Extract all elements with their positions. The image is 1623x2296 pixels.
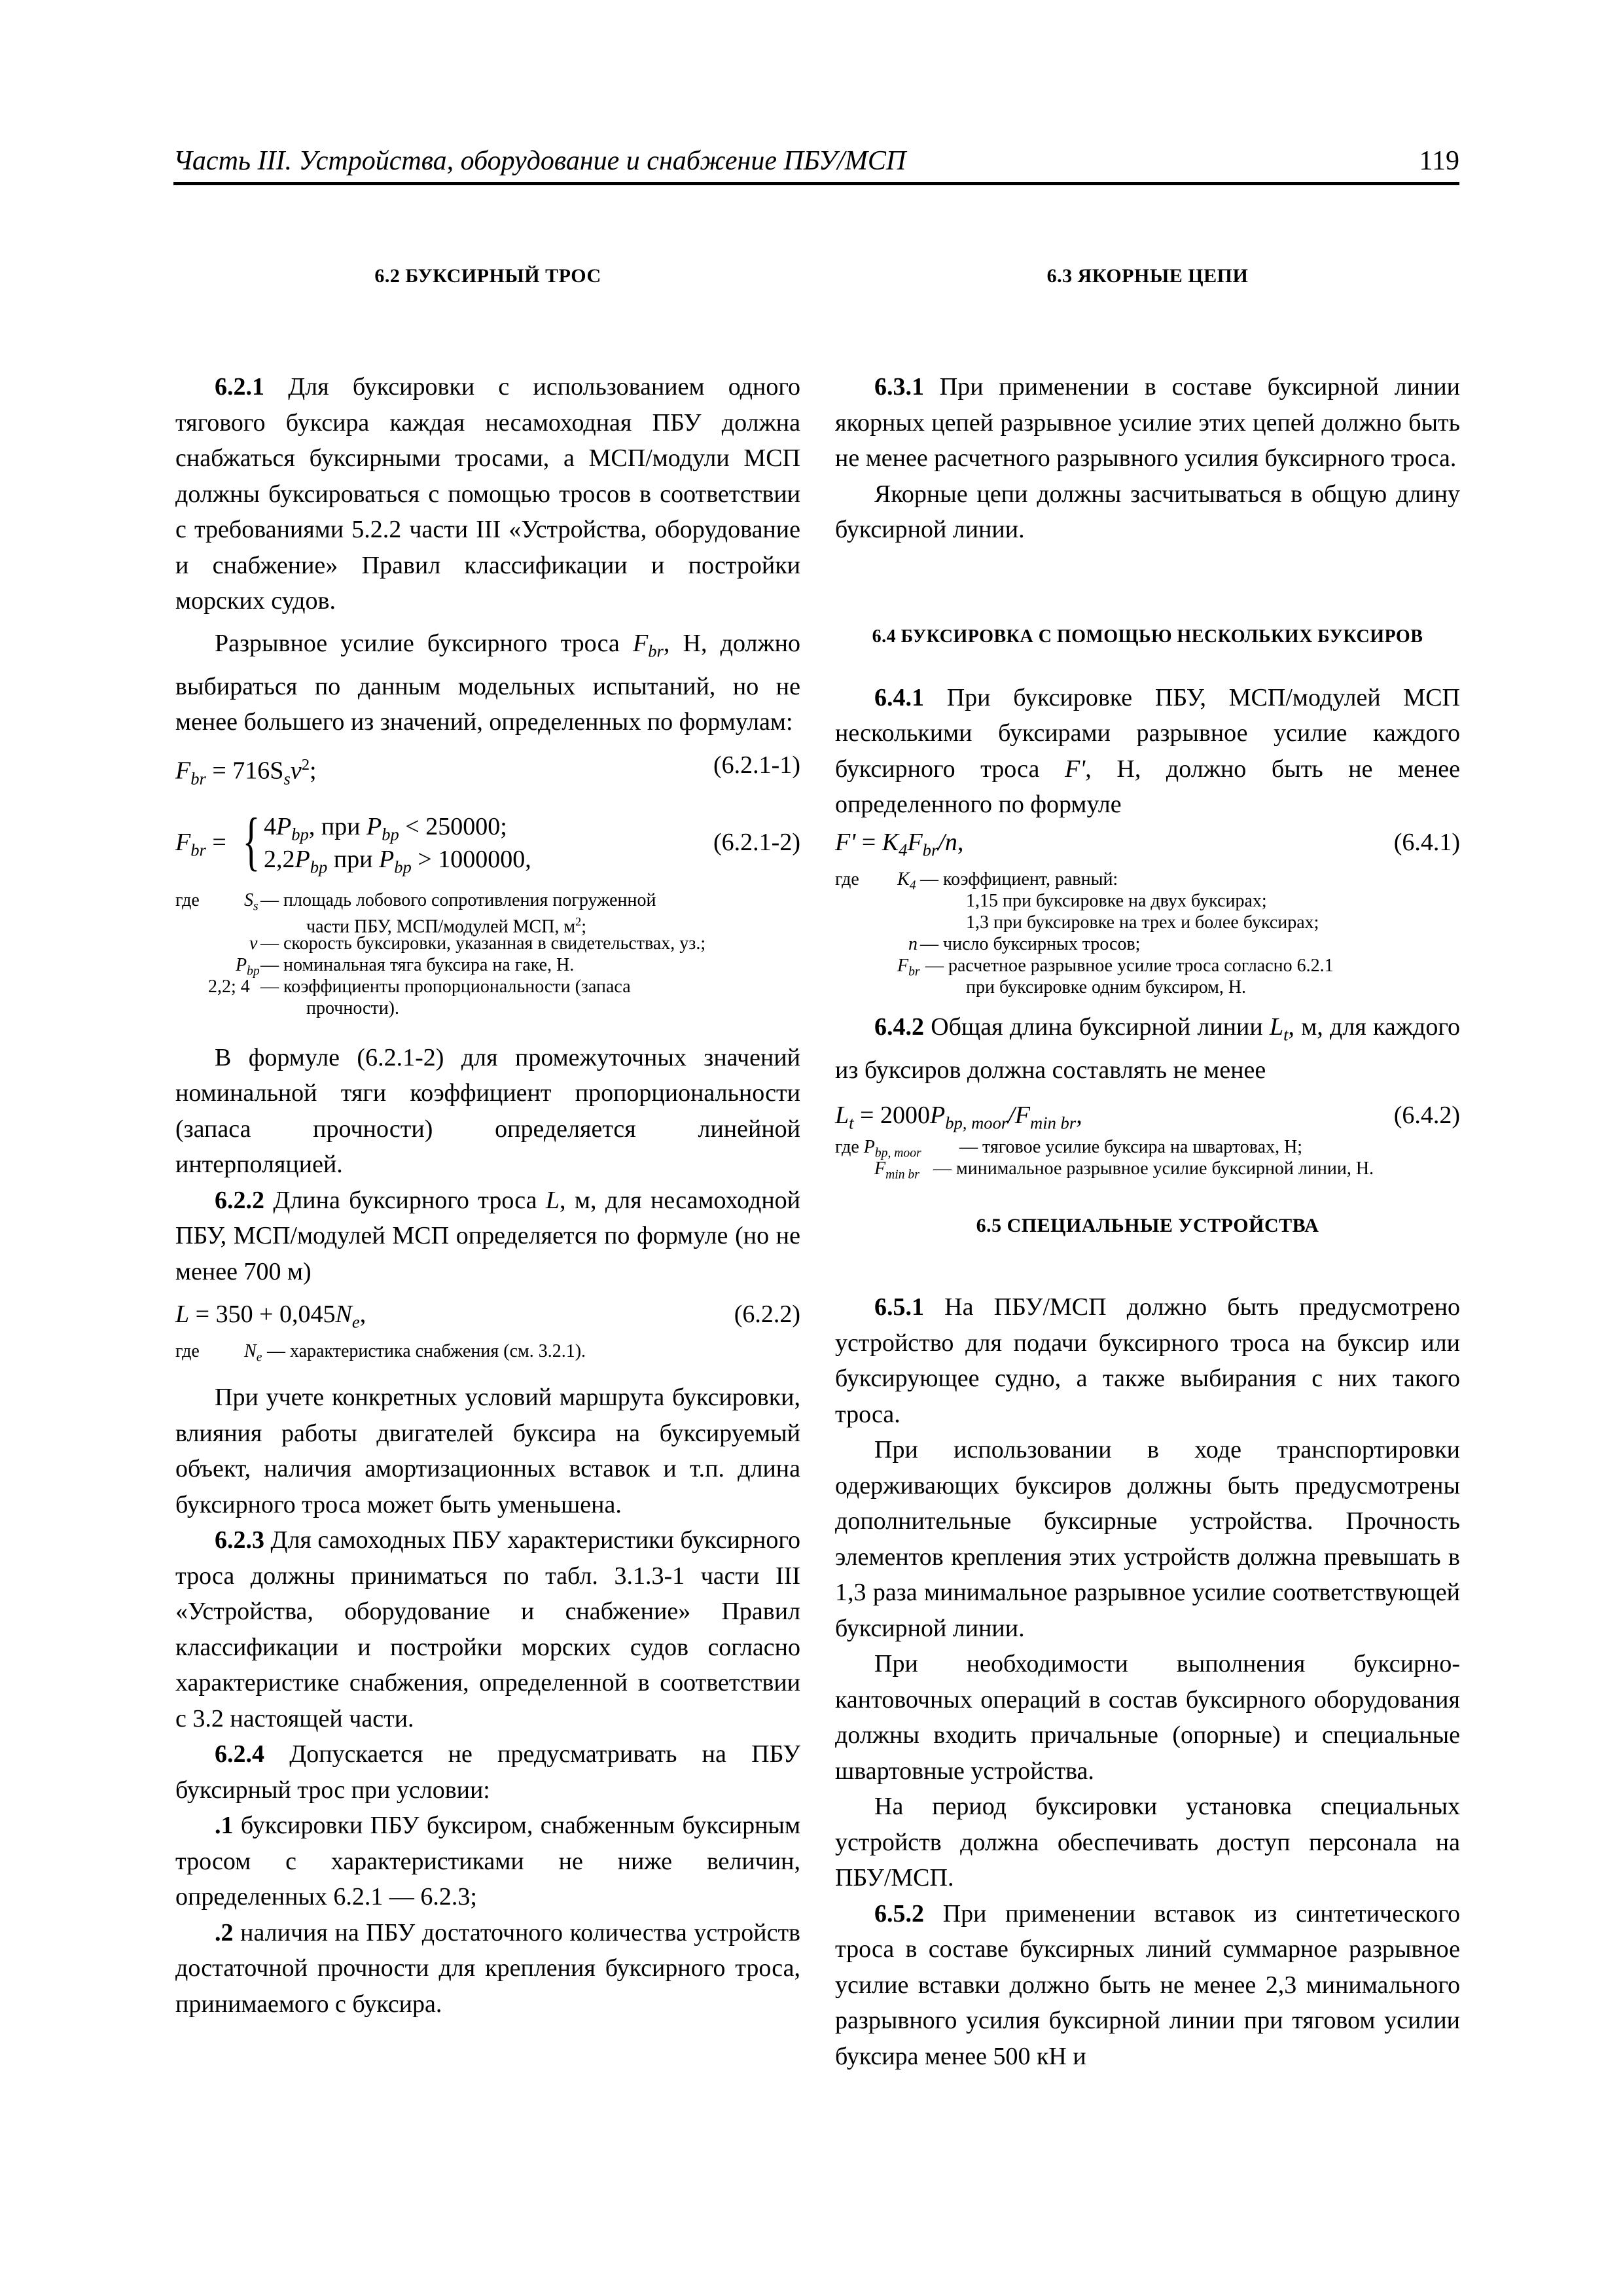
clause-number: 6.2.3 (215, 1526, 264, 1554)
formula-6-2-2: $L = 350 + 0,045N_e$, (6.2.2) (175, 1295, 800, 1334)
legend-6-4-2: где $P_{bp, moor}$ — тяговое усилие буксира на швартовах, Н; $F_{min br}$ — минимальное разрывное усилие буксирной линии, Н. (835, 1137, 1374, 1182)
paragraph-6-2-4: 6.2.4 Допускается не предусматривать на ПБУ буксирный трос при условии: (175, 1740, 800, 1804)
clause-number: 6.2.1 (215, 373, 264, 401)
formula-6-2-1-1: $F_{br} = 716S_sv^2$; (6.2.1-1) (175, 745, 800, 785)
paragraph-6-5-2: 6.5.2 При применении вставок из синтетического троса в составе буксирных линий суммарное разрывное усилие вставки должно быть не менее 2,3 минимального разрывного усилия буксирной линии при тяговом усилии буксира менее 500 кН и (835, 1899, 1460, 2070)
paragraph-6-2-2: 6.2.2 Длина буксирного троса L, м, для несамоходной ПБУ, МСП/модулей МСП определяется по формуле (но не менее 700 м) (175, 1186, 801, 1285)
paragraph-6-2-1: 6.2.1 Для буксировки с использованием одного тягового буксира каждая несамоходная ПБУ должна снабжаться буксирными тросами, а МСП/модули МСП должны буксироваться с помощью тросов в соответствии с требованиями 5.2.2 части III «Устройства, оборудование и снабжение» Правил классификации и постройки морских судов. (175, 373, 800, 615)
formula-number: (6.4.1) (1393, 828, 1460, 856)
running-title: Часть III. Устройства, оборудование и снабжение ПБУ/МСП (173, 146, 906, 176)
paragraph-6-2-3: 6.2.3 Для самоходных ПБУ характеристики буксирного троса должны приниматься по табл. 3.1.3-1 части III «Устройства, оборудование и снабжение» Правил классификации и постройки морских судов согласно характеристике снабжения, определенной в соответствии с 3.2 настоящей части. (175, 1526, 800, 1732)
paragraph-6-3-1: 6.3.1 При применении в составе буксирной линии якорных цепей разрывное усилие этих цепей должно быть не менее расчетного разрывного усилия буксирного троса. (835, 373, 1460, 472)
clause-number: 6.2.2 (215, 1186, 264, 1214)
formula-number: (6.2.2) (734, 1300, 800, 1329)
clause-number: 6.5.1 (874, 1293, 924, 1321)
clause-number: 6.2.4 (215, 1740, 264, 1768)
list-item-1: .1 буксировки ПБУ буксиром, снабженным буксирным тросом с характеристиками не ниже величин, определенных 6.2.1 — 6.2.3; (175, 1812, 800, 1911)
clause-number: 6.4.2 (874, 1013, 924, 1041)
paragraph-towing-operations: При необходимости выполнения буксирно-кантовочных операций в состав буксирного оборудования должны входить причальные (опорные) и специальные швартовные устройства. (835, 1650, 1460, 1785)
formula-number: (6.2.1-2) (713, 828, 800, 856)
right-column (835, 265, 1460, 2074)
section-heading-6-5: 6.5 СПЕЦИАЛЬНЫЕ УСТРОЙСТВА (976, 1215, 1319, 1237)
page-header (173, 145, 1459, 185)
paragraph-personnel-access: На период буксировки установка специальных устройств должна обеспечивать доступ персонала на ПБУ/МСП. (835, 1793, 1460, 1892)
formula-6-4-1: $F' = K_4F_{br}/n$, (6.4.1) (835, 823, 1460, 862)
legend-6-4-1: где $K_4$ — коэффициент, равный: 1,15 при буксировке на двух буксирах; 1,3 при буксировке на трех и более буксирах; n — число буксирных тросов; $F_{br}$ — расчетное разрывное усилие троса согласно 6.2.1 при буксировке одним буксиром, Н. (835, 869, 1334, 997)
paragraph-6-4-1: 6.4.1 При буксировке ПБУ, МСП/модулей МСП несколькими буксирами разрывное усилие каждого буксирного троса F', Н, должно быть не менее определенного по формуле (835, 683, 1460, 818)
paragraph-breaking-force: Разрывное усилие буксирного троса $F_{br}$, Н, должно выбираться по данным модельных испытаний, но не менее большего из значений, определенных по формулам: (175, 629, 800, 736)
formula-number: (6.2.1-1) (713, 751, 800, 779)
clause-number: 6.4.1 (874, 683, 924, 711)
paragraph-holding-tugs: При использовании в ходе транспортировки одерживающих буксиров должны быть предусмотрены дополнительные буксирные устройства. Прочность элементов крепления этих устройств должна превышать в 1,3 раза минимальное разрывное усилие соответствующей буксирной линии. (835, 1436, 1460, 1642)
paragraph-interpolation: В формуле (6.2.1-2) для промежуточных значений номинальной тяги коэффициент пропорциональности (запаса прочности) определяется линейной интерполяцией. (175, 1043, 800, 1179)
clause-number: 6.3.1 (874, 373, 924, 401)
section-heading-6-3: 6.3 ЯКОРНЫЕ ЦЕПИ (1046, 265, 1249, 287)
legend-6-2-1: где $S_s$ — площадь лобового сопротивления погруженной части ПБУ, МСП/модулей МСП, $м^2$; v — скорость буксировки, указанная в свидетельствах, уз.; $P_{bp}$ — номинальная тяга буксира на гаке, Н. 2,2; 4 — коэффициенты пропорциональности (запаса прочности). (175, 889, 706, 1018)
formula-number: (6.4.2) (1393, 1102, 1460, 1130)
formula-6-2-1-2: $F_{br}$ = { $4P_{bp}$, при $P_{bp} < 250000$; $2,2P_{bp}$ при $P_{bp} > 1000000$, (6.2.1-2) (175, 804, 800, 877)
paragraph-conditions: При учете конкретных условий маршрута буксировки, влияния работы двигателей буксира на буксируемый объект, наличия амортизационных вставок и т.п. длина буксирного троса может быть уменьшена. (175, 1384, 800, 1518)
formula-6-4-2: $L_t = 2000P_{bp, moor}/F_{min br}$, (6.4.2) (835, 1096, 1460, 1135)
list-item-2: .2 наличия на ПБУ достаточного количества устройств достаточной прочности для крепления буксирного троса, принимаемого с буксира. (175, 1918, 800, 2018)
paragraph-anchor-chains: Якорные цепи должны засчитываться в общую длину буксирной линии. (835, 480, 1460, 543)
legend-6-2-2: где $N_e$ — характеристика снабжения (см. 3.2.1). (175, 1341, 586, 1365)
clause-number: 6.5.2 (874, 1899, 924, 1928)
section-heading-6-2: 6.2 БУКСИРНЫЙ ТРОС (374, 265, 601, 287)
section-heading-6-4: 6.4 БУКСИРОВКА С ПОМОЩЬЮ НЕСКОЛЬКИХ БУКСИРОВ (872, 626, 1423, 647)
left-column (175, 265, 800, 2022)
page-number: 119 (1419, 146, 1459, 176)
paragraph-6-4-2: 6.4.2 Общая длина буксирной линии $L_t$, м, для каждого из буксиров должна составлять не менее (835, 1013, 1460, 1084)
paragraph-6-5-1: 6.5.1 На ПБУ/МСП должно быть предусмотрено устройство для подачи буксирного троса на буксир или буксирующее судно, а также выбирания с них такого троса. (835, 1293, 1460, 1428)
